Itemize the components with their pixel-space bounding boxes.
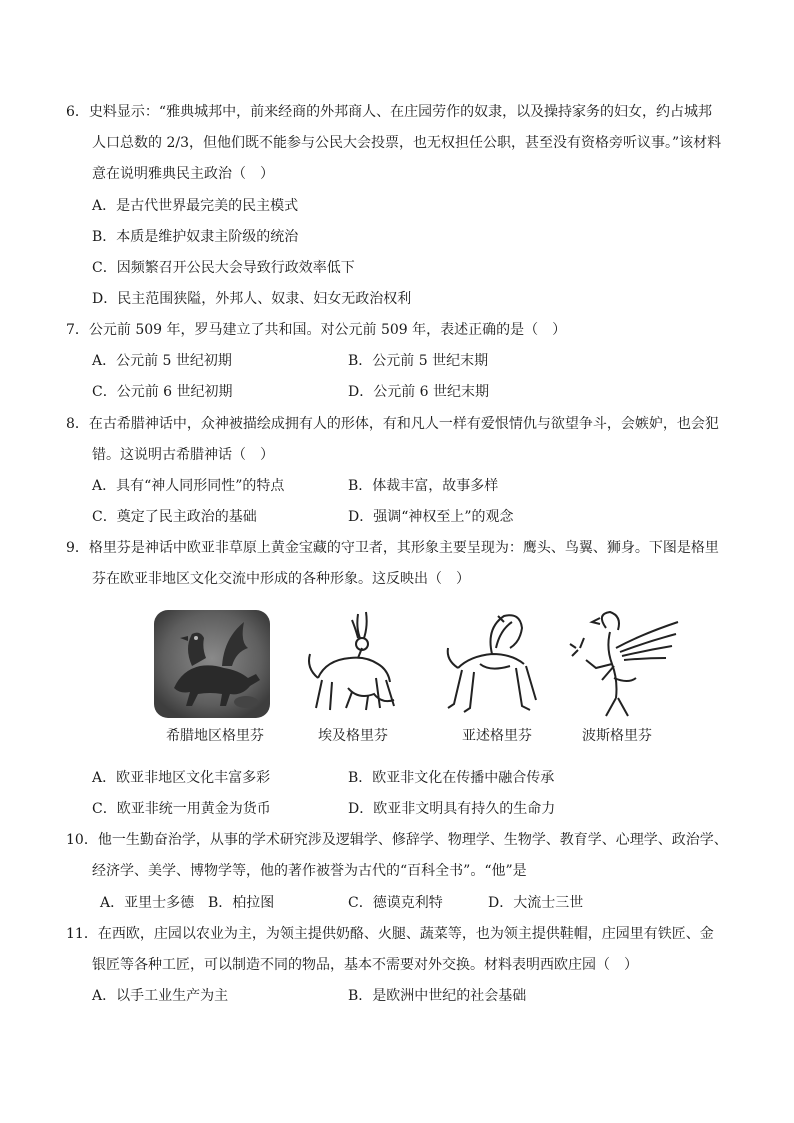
q6-option-c: C．因频繁召开公民大会导致行政效率低下 <box>92 260 355 276</box>
q10-option-a: A．亚里士多德 <box>100 895 195 911</box>
q7-option-a: A．公元前 5 世纪初期 <box>92 353 232 369</box>
q8-option-d: D．强调“神权至上”的观念 <box>348 509 514 525</box>
caption-egyptian-griffin: 埃及格里芬 <box>318 728 388 744</box>
q11-stem-line-1: 11．在西欧，庄园以农业为主，为领主提供奶酪、火腿、蔬菜等，也为领主提供鞋帽，庄园里有铁匠、金 <box>66 926 714 942</box>
q6-option-b: B．本质是维护奴隶主阶级的统治 <box>92 229 299 245</box>
q8-option-b: B．体裁丰富，故事多样 <box>348 478 499 494</box>
q7-option-c: C．公元前 6 世纪初期 <box>92 384 233 400</box>
q7-option-b: B．公元前 5 世纪末期 <box>348 353 489 369</box>
q10-stem-line-2: 经济学、美学、博物学等，他的著作被誉为古代的“百科全书”。“他”是 <box>92 863 527 879</box>
q6-option-d: D．民主范围狭隘，外邦人、奴隶、妇女无政治权利 <box>92 291 412 307</box>
q9-stem-line-1: 9．格里芬是神话中欧亚非草原上黄金宝藏的守卫者，其形象主要呈现为：鹰头、鸟翼、狮身。下图是格里 <box>66 540 719 556</box>
q9-option-d: D．欧亚非文明具有持久的生命力 <box>348 801 556 817</box>
q10-option-b: B．柏拉图 <box>208 895 275 911</box>
q8-stem-line-2: 错。这说明古希腊神话（ ） <box>92 447 274 463</box>
persian-griffin-image <box>566 608 686 720</box>
griffin-figures <box>0 604 794 754</box>
caption-persian-griffin: 波斯格里芬 <box>582 728 652 744</box>
q7-option-d: D．公元前 6 世纪末期 <box>348 384 490 400</box>
q9-stem-line-2: 芬在欧亚非地区文化交流中形成的各种形象。这反映出（ ） <box>92 571 470 587</box>
q11-option-a: A．以手工业生产为主 <box>92 988 229 1004</box>
q9-option-a: A．欧亚非地区文化丰富多彩 <box>92 770 271 786</box>
assyrian-griffin-image <box>440 608 544 720</box>
q10-stem-line-1: 10．他一生勤奋治学，从事的学术研究涉及逻辑学、修辞学、物理学、生物学、教育学、心理学、政治学、 <box>66 832 728 848</box>
q8-option-a: A．具有“神人同形同性”的特点 <box>92 478 285 494</box>
q6-option-a: A．是古代世界最完美的民主模式 <box>92 198 299 214</box>
q9-option-b: B．欧亚非文化在传播中融合传承 <box>348 770 555 786</box>
q8-stem-line-1: 8．在古希腊神话中，众神被描绘成拥有人的形体，有和凡人一样有爱恨情仇与欲望争斗，会嫉妒，也会犯 <box>66 416 719 432</box>
q10-option-c: C．德谟克利特 <box>348 895 443 911</box>
q9-option-c: C．欧亚非统一用黄金为货币 <box>92 801 271 817</box>
caption-greek-griffin: 希腊地区格里芬 <box>166 728 264 744</box>
q6-stem-line-2: 人口总数的 2/3，但他们既不能参与公民大会投票，也无权担任公职，甚至没有资格旁听议事。”该材料 <box>92 135 722 151</box>
q6-stem-line-3: 意在说明雅典民主政治（ ） <box>92 166 274 182</box>
q11-option-b: B．是欧洲中世纪的社会基础 <box>348 988 527 1004</box>
q10-option-d: D．大流士三世 <box>488 895 584 911</box>
egyptian-griffin-image <box>298 608 410 720</box>
q7-stem: 7．公元前 509 年，罗马建立了共和国。对公元前 509 年，表述正确的是（ ） <box>66 322 567 338</box>
q11-stem-line-2: 银匠等各种工匠，可以制造不同的物品，基本不需要对外交换。材料表明西欧庄园（ ） <box>92 957 638 973</box>
q8-option-c: C．奠定了民主政治的基础 <box>92 509 257 525</box>
q6-stem-line-1: 6．史料显示：“雅典城邦中，前来经商的外邦商人、在庄园劳作的奴隶，以及操持家务的妇女，约占城邦 <box>66 104 713 120</box>
greek-griffin-image <box>152 608 272 720</box>
caption-assyrian-griffin: 亚述格里芬 <box>462 728 532 744</box>
